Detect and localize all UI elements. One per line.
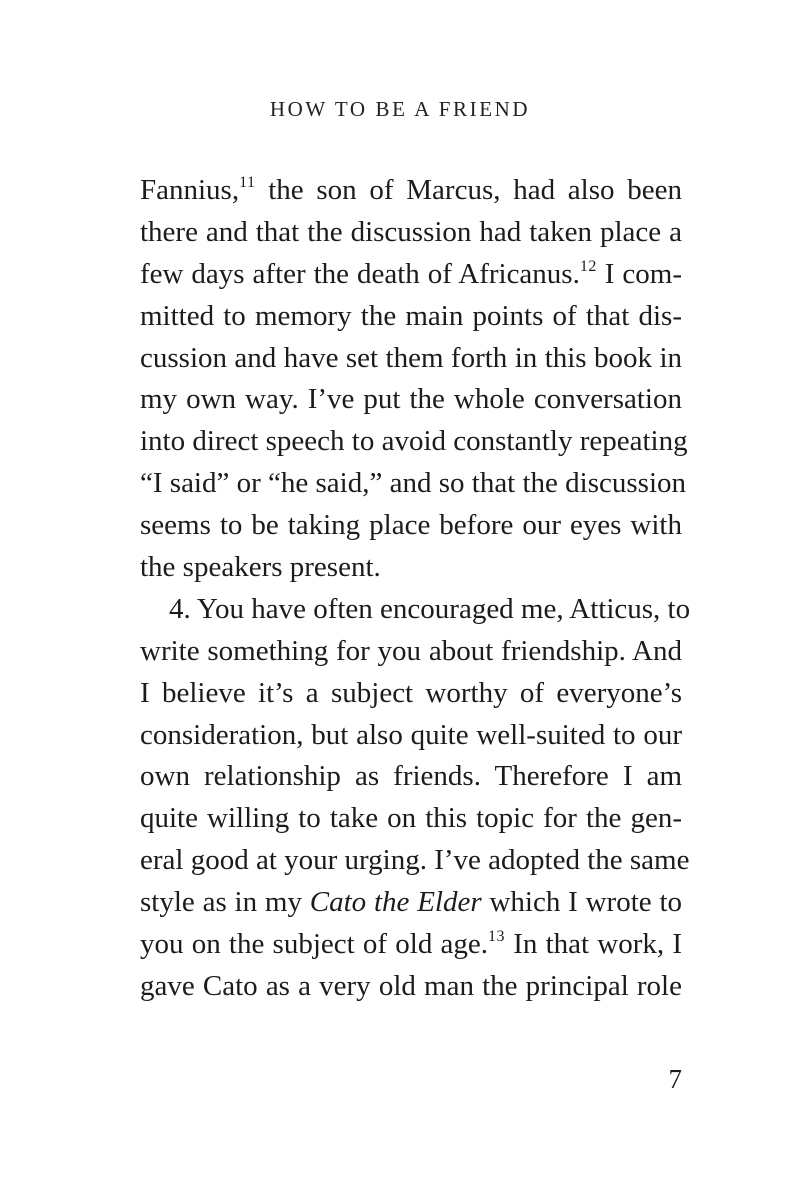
text-line: I believe it’s a subject worthy of everyone’s <box>140 676 682 709</box>
text-line: quite willing to take on this topic for the gen- <box>140 802 682 835</box>
text-line: cussion and have set them forth in this book in <box>140 341 682 374</box>
text-line: there and that the discussion had taken place a <box>140 215 682 248</box>
page-number: 7 <box>668 1064 682 1094</box>
text-line: consideration, but also quite well-suited to our <box>140 718 682 751</box>
text-line: style as in my Cato the Elder which I wrote to <box>140 886 682 919</box>
text-line: eral good at your urging. I’ve adopted the same <box>140 844 690 877</box>
text-line: write something for you about friendship. And <box>140 634 682 667</box>
text-line: mitted to memory the main points of that dis- <box>140 299 682 332</box>
text-line: own relationship as friends. Therefore I am <box>140 760 682 793</box>
text-line: into direct speech to avoid constantly repeating <box>140 425 688 458</box>
text-line: the speakers present. <box>140 551 381 584</box>
body-text <box>140 170 691 1008</box>
running-head: HOW TO BE A FRIEND <box>269 97 531 121</box>
text-line: few days after the death of Africanus.$^{12}$ I com- <box>140 257 682 290</box>
text-line: my own way. I’ve put the whole conversation <box>140 383 682 416</box>
footnote-marker: 11 <box>239 174 256 191</box>
text-line: seems to be taking place before our eyes with <box>140 509 682 542</box>
text-line: Fannius,$^{11}$ the son of Marcus, had also been <box>140 174 682 206</box>
text-line: “I said” or “he said,” and so that the discussion <box>140 467 687 500</box>
text-line: you on the subject of old age.$^{13}$ In that work, I <box>140 928 683 961</box>
book-title: Cato the Elder <box>309 886 482 919</box>
text-line: gave Cato as a very old man the principal role <box>140 969 682 1002</box>
paragraph-start-line: 4. You have often encouraged me, Atticus, to <box>169 592 691 625</box>
footnote-marker: 12 <box>579 257 597 275</box>
footnote-marker: 13 <box>488 928 506 946</box>
